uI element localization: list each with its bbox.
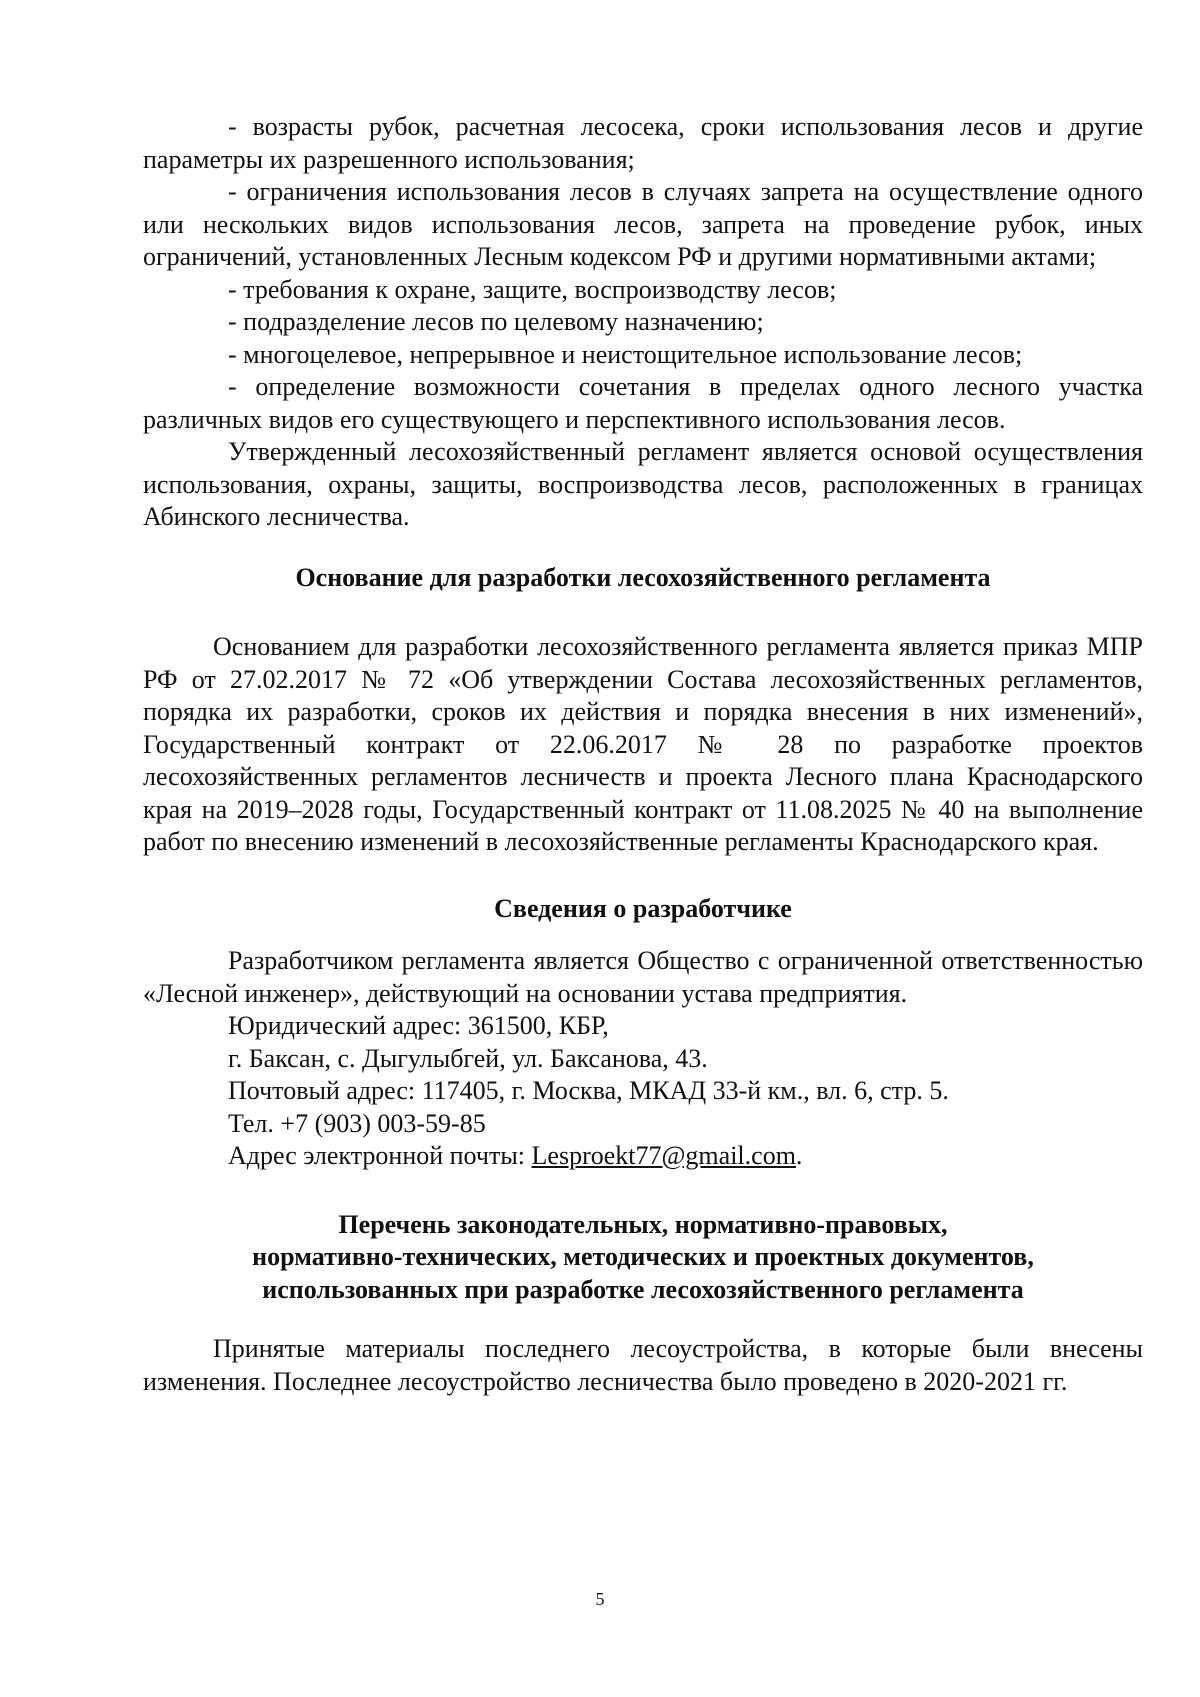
section-heading-documents-line-3: использованных при разработке лесохозяйственного регламента <box>262 1274 1024 1304</box>
email-suffix: . <box>795 1141 803 1170</box>
legal-address-line-2: г. Баксан, с. Дыгулыбгей, ул. Баксанова, 43. <box>228 1043 708 1073</box>
list-item: - многоцелевое, непрерывное и неистощительное использование лесов; <box>228 339 1023 369</box>
intro-paragraph: Утвержденный лесохозяйственный регламент является основой осуществления использования, охраны, защиты, воспроизводства лесов, расположенных в границах Абинского лесничества. <box>143 437 1143 531</box>
phone-number: Тел. +7 (903) 003-59-85 <box>228 1108 486 1138</box>
section-heading-documents-line-1: Перечень законодательных, нормативно-правовых, <box>338 1209 948 1239</box>
section-heading-developer: Сведения о разработчике <box>494 893 792 923</box>
email-link[interactable]: Lesproekt77@gmail.com <box>531 1141 796 1170</box>
list-item: - возрасты рубок, расчетная лесосека, сроки использования лесов и другие параметры их разрешенного использования; <box>143 112 1143 174</box>
section-heading-documents <box>143 1209 1143 1307</box>
email-line <box>143 1140 1143 1173</box>
section-heading-documents-line-2: нормативно-технических, методических и проектных документов, <box>252 1242 1034 1271</box>
email-label: Адрес электронной почты: <box>228 1141 532 1170</box>
list-item: - требования к охране, защите, воспроизводству лесов; <box>228 274 837 304</box>
list-item: - определение возможности сочетания в пределах одного лесного участка различных видов его существующего и перспективного использования лесов. <box>143 372 1143 434</box>
section-heading-basis: Основание для разработки лесохозяйственного регламента <box>295 562 991 592</box>
list-item: - подразделение лесов по целевому назначению; <box>228 307 764 336</box>
legal-address: Юридический адрес: 361500, КБР, <box>228 1011 609 1040</box>
page-content <box>143 111 1143 1398</box>
developer-paragraph: Разработчиком регламента является Общество с ограниченной ответственностью «Лесной инженер», действующий на основании устава предприятия. <box>143 946 1143 1008</box>
basis-paragraph: Основанием для разработки лесохозяйственного регламента является приказ МПР РФ от 27.02.2017 № 72 «Об утверждении Состава лесохозяйственных регламентов, порядка их разработки, сроков их действия и порядка внесения в них изменений», Государственный контракт от 22.06.2017 № 28 по разработке проектов лесохозяйственных регламентов лесничеств и проекта Лесного плана Краснодарского края на 2019–2028 годы, Государственный контракт от 11.08.2025 № 40 на выполнение работ по внесению изменений в лесохозяйственные регламенты Краснодарского края. <box>143 632 1143 856</box>
documents-paragraph: Принятые материалы последнего лесоустройства, в которые были внесены изменения. Последнее лесоустройство лесничества было проведено в 2020-2021 гг. <box>143 1334 1143 1396</box>
list-item: - ограничения использования лесов в случаях запрета на осуществление одного или нескольких видов использования лесов, запрета на проведение рубок, иных ограничений, установленных Лесным кодексом РФ и другими нормативными актами; <box>143 177 1143 271</box>
page-number: 5 <box>595 1589 605 1609</box>
postal-address: Почтовый адрес: 117405, г. Москва, МКАД 33-й км., вл. 6, стр. 5. <box>228 1076 949 1105</box>
